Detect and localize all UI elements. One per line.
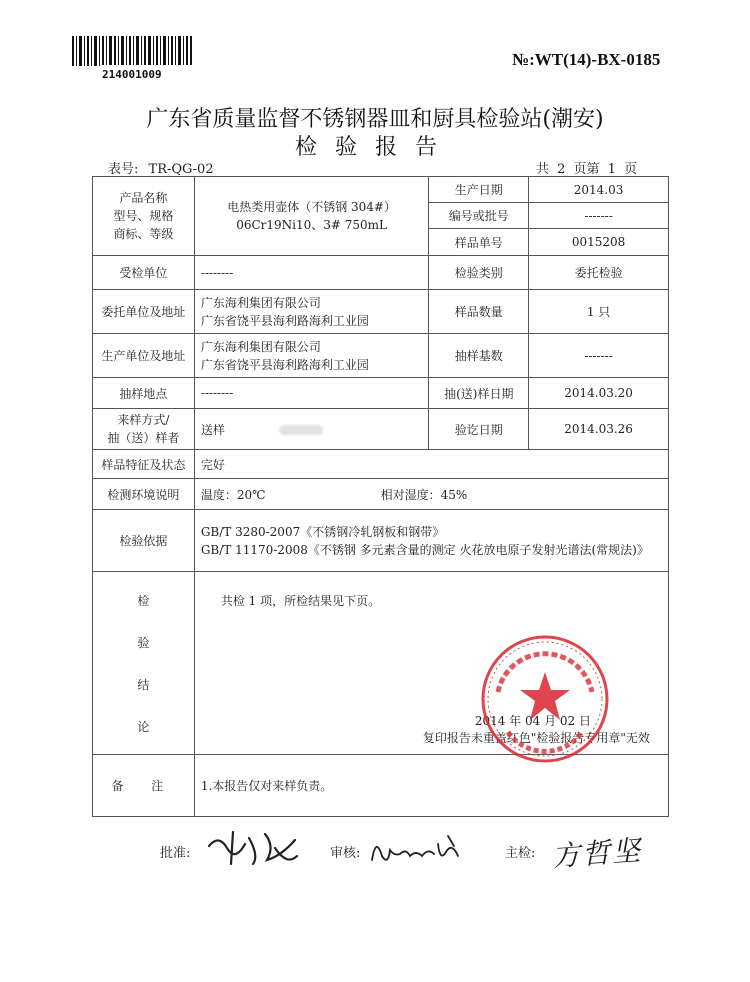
review-label: 审核:	[330, 846, 361, 861]
receiver-value: --------	[194, 256, 429, 290]
sample-no: 0015208	[529, 229, 669, 256]
inspect-type: 委托检验	[529, 256, 669, 290]
batch-value: -------	[529, 203, 669, 229]
prod-date-label: 生产日期	[429, 177, 529, 203]
report-number: №:WT(14)-BX-0185	[512, 50, 661, 69]
trademark-label: 商标、等级	[113, 227, 174, 241]
sampling-place: --------	[194, 378, 429, 409]
env-temperature: 温度：20℃	[200, 487, 266, 502]
sample-no-label: 样品单号	[429, 229, 529, 256]
method-value-text: 送样	[200, 422, 225, 437]
method-label	[93, 409, 195, 450]
env-value	[194, 479, 668, 510]
basis-value	[194, 510, 668, 572]
inspector-label: 主检:	[505, 846, 536, 861]
client-value	[194, 290, 429, 334]
approve-label: 批准:	[160, 846, 191, 861]
finish-date-label: 验讫日期	[429, 409, 529, 450]
finish-date: 2014.03.26	[529, 409, 669, 450]
sampling-base-label: 抽样基数	[429, 334, 529, 378]
conclusion-text: 共检 1 项，所检结果见下页。	[220, 594, 381, 608]
sampling-base: -------	[529, 334, 669, 378]
basis-standard-2: GB/T 11170-2008《不锈钢 多元素含量的测定 火花放电原子发射光谱法(常规法)》	[200, 542, 649, 557]
product-label	[93, 177, 195, 256]
method-label-line1: 来样方式/	[117, 413, 170, 427]
client-address: 广东省饶平县海利路海利工业园	[200, 313, 369, 328]
client-name: 广东海利集团有限公司	[200, 295, 321, 310]
product-model: 06Cr19Ni10、3# 750mL	[236, 218, 388, 232]
remarks-value: 1.本报告仅对来样负责。	[194, 755, 668, 817]
feature-label: 样品特征及状态	[93, 450, 195, 479]
conclusion-char-2: 验	[137, 636, 150, 650]
method-label-line2: 抽（送）样者	[107, 431, 180, 445]
batch-label: 编号或批号	[429, 203, 529, 229]
conclusion-note: 复印报告未重盖红色"检验报告专用章"无效	[422, 731, 650, 745]
conclusion-date: 2014 年 04 月 02 日	[474, 714, 591, 728]
conclusion-char-4: 论	[137, 720, 150, 734]
inspector-signature: 方哲坚	[551, 833, 644, 874]
page-info: 共 2 页第 1 页	[536, 162, 638, 177]
conclusion-char-1: 检	[137, 594, 150, 608]
basis-label: 检验依据	[93, 510, 195, 572]
form-number-value: TR-QG-02	[148, 162, 214, 177]
reviewer-signature	[368, 826, 464, 870]
form-number	[108, 158, 214, 177]
env-label: 检测环境说明	[93, 479, 195, 510]
page-subtitle: 检验报告	[294, 135, 455, 160]
feature-value: 完好	[194, 450, 668, 479]
producer-label: 生产单位及地址	[93, 334, 195, 378]
sampling-place-label: 抽样地点	[93, 378, 195, 409]
remarks-label: 备 注	[93, 755, 195, 817]
method-value	[194, 409, 429, 450]
basis-standard-1: GB/T 3280-2007《不锈钢冷轧钢板和钢带》	[200, 524, 445, 539]
sample-qty-label: 样品数量	[429, 290, 529, 334]
product-name: 电热类用壶体（不锈钢 304#）	[227, 200, 396, 214]
receiver-label: 受检单位	[93, 256, 195, 290]
product-name-label: 产品名称	[119, 191, 168, 205]
model-label: 型号、规格	[113, 209, 174, 223]
producer-address: 广东省饶平县海利路海利工业园	[200, 357, 369, 372]
barcode-number: 214001009	[102, 68, 162, 81]
producer-name: 广东海利集团有限公司	[200, 339, 321, 354]
official-seal-icon	[478, 632, 612, 766]
sample-qty: 1 只	[529, 290, 669, 334]
client-label: 委托单位及地址	[93, 290, 195, 334]
prod-date: 2014.03	[529, 177, 669, 203]
redacted-name	[279, 425, 323, 435]
env-humidity: 相对湿度：45%	[380, 487, 468, 502]
product-value	[194, 177, 429, 256]
conclusion-label	[93, 572, 195, 755]
producer-value	[194, 334, 429, 378]
sampling-date: 2014.03.20	[529, 378, 669, 409]
inspect-type-label: 检验类别	[429, 256, 529, 290]
approver-signature	[205, 826, 300, 870]
page-title: 广东省质量监督不锈钢器皿和厨具检验站(潮安)	[146, 107, 604, 132]
form-number-label: 表号:	[108, 162, 139, 177]
conclusion-char-3: 结	[137, 678, 150, 692]
sampling-date-label: 抽(送)样日期	[429, 378, 529, 409]
